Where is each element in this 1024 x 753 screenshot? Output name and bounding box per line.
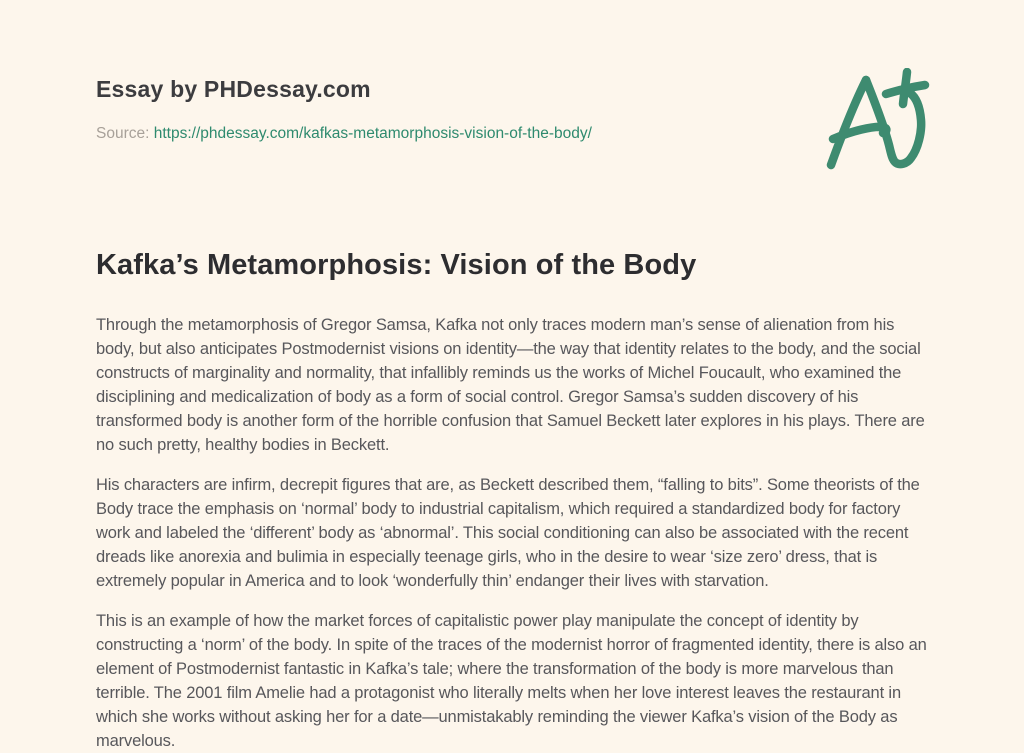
- essay-paragraph-3: This is an example of how the market forces of capitalistic power play manipulate the concept of identity by constructing a ‘norm’ of the body. In spite of the traces of the modernist horror of fragmented identity, there is also an element of Postmodernist fantastic in Kafka’s tale; where the transformation of the body is more marvelous than terrible. The 2001 film Amelie had a protagonist who literally melts when her love interest leaves the restaurant in which she works without asking her for a date—unmistakably reminding the viewer Kafka’s vision of the Body as marvelous.: [96, 611, 927, 750]
- source-label: Source:: [96, 124, 150, 142]
- essay-body: [96, 313, 928, 753]
- site-title: Essay by PHDessay.com: [96, 76, 371, 102]
- header-text-block: [96, 76, 592, 143]
- essay-paragraph-1: Through the metamorphosis of Gregor Samsa, Kafka not only traces modern man’s sense of alienation from his body, but also anticipates Postmodernist visions on identity—the way that identity relates to the body, and the social constructs of marginality and normality, that infallibly reminds us the works of Michel Foucault, who examined the disciplining and medicalization of body as a form of social control. Gregor Samsa’s sudden discovery of his transformed body is another form of the horrible confusion that Samuel Beckett later explores in his plays. There are no such pretty, healthy bodies in Beckett.: [96, 315, 925, 454]
- source-url-link[interactable]: https://phdessay.com/kafkas-metamorphosis-vision-of-the-body/: [153, 124, 592, 142]
- essay-paragraph-2: His characters are infirm, decrepit figures that are, as Beckett described them, “falling to bits”. Some theorists of the Body trace the emphasis on ‘normal’ body to industrial capitalism, which required a standardized body for factory work and labeled the ‘different’ body as ‘abnormal’. This social conditioning can also be associated with the recent dreads like anorexia and bulimia in especially teenage girls, who in the desire to wear ‘size zero’ dress, that is extremely popular in America and to look ‘wonderfully thin’ endanger their lives with starvation.: [96, 475, 920, 590]
- a-plus-logo-icon: [822, 68, 934, 170]
- source-line: [96, 125, 592, 144]
- essay-title: Kafka’s Metamorphosis: Vision of the Body: [96, 249, 697, 281]
- page-header: [96, 76, 928, 170]
